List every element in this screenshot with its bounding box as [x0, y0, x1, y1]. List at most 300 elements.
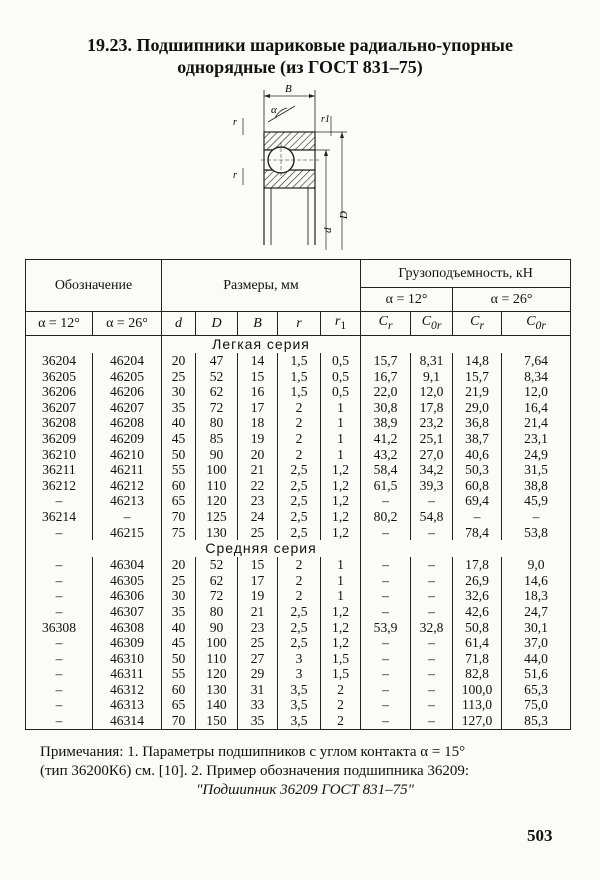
table-cell: 78,4 [453, 525, 502, 541]
table-cell: 25 [162, 369, 196, 385]
table-cell: – [26, 493, 93, 509]
table-row [26, 666, 571, 682]
table-cell: 54,8 [411, 509, 453, 525]
table-cell: 46314 [93, 713, 162, 729]
table-cell: 1 [321, 400, 361, 416]
table-cell: 80,2 [361, 509, 411, 525]
table-cell: 2 [278, 431, 321, 447]
table-cell: 36208 [26, 415, 93, 431]
table-row [26, 478, 571, 494]
table-cell: – [26, 651, 93, 667]
table-cell: 39,3 [411, 478, 453, 494]
table-cell: 9,0 [502, 557, 571, 573]
table-cell: 2 [278, 447, 321, 463]
label-D: D [338, 211, 350, 219]
table-cell: – [411, 604, 453, 620]
table-cell: 36209 [26, 431, 93, 447]
table-cell: 19 [238, 588, 278, 604]
table-cell: – [411, 697, 453, 713]
table-row [26, 588, 571, 604]
table-cell: 50 [162, 651, 196, 667]
table-cell: 36,8 [453, 415, 502, 431]
label-r-top: r [233, 117, 237, 128]
table-cell: 65 [162, 493, 196, 509]
table-cell: 50,8 [453, 620, 502, 636]
table-cell: 16 [238, 384, 278, 400]
table-cell: 26,9 [453, 573, 502, 589]
table-cell: 21,4 [502, 415, 571, 431]
table-row [26, 682, 571, 698]
table-cell: 61,4 [453, 635, 502, 651]
table-cell: 60 [162, 682, 196, 698]
table-cell: 1,2 [321, 493, 361, 509]
table-cell: – [411, 573, 453, 589]
header-dimensions: Размеры, мм [162, 260, 361, 312]
table-cell: 25 [238, 525, 278, 541]
header-D: D [196, 312, 238, 336]
table-cell: 15,7 [361, 353, 411, 369]
table-cell: 2,5 [278, 478, 321, 494]
table-cell: 58,4 [361, 462, 411, 478]
table-row [26, 493, 571, 509]
table-cell: – [361, 682, 411, 698]
table-cell: 110 [196, 651, 238, 667]
table-row [26, 525, 571, 541]
table-cell: 46209 [93, 431, 162, 447]
table-cell: 29,0 [453, 400, 502, 416]
table-cell: 2 [321, 713, 361, 729]
table-cell: 55 [162, 666, 196, 682]
table-cell: – [361, 666, 411, 682]
table-cell: 1,5 [278, 353, 321, 369]
table-row [26, 384, 571, 400]
table-cell: 1 [321, 588, 361, 604]
table-cell: 36207 [26, 400, 93, 416]
table-cell: – [361, 651, 411, 667]
header-Cr-12: $C_r$ [361, 312, 411, 336]
table-cell: 1,2 [321, 620, 361, 636]
table-row [26, 509, 571, 525]
table-cell: 30 [162, 384, 196, 400]
table-cell: 20 [162, 353, 196, 369]
table-cell: 71,8 [453, 651, 502, 667]
table-cell: – [26, 588, 93, 604]
table-cell: 90 [196, 447, 238, 463]
table-row [26, 557, 571, 573]
header-a26: α = 26° [93, 312, 162, 336]
table-cell: 12,0 [411, 384, 453, 400]
table-cell: 14,6 [502, 573, 571, 589]
table-cell: 100 [196, 635, 238, 651]
header-C0r-26: $C_{0r}$ [502, 312, 571, 336]
table-cell: 46215 [93, 525, 162, 541]
table-cell: – [411, 651, 453, 667]
table-cell: 110 [196, 478, 238, 494]
label-r1: r1 [321, 114, 330, 125]
series-medium-label: Средняя серия [162, 540, 361, 557]
section-title: 19.23. Подшипники шариковые радиально-упорные [87, 35, 513, 55]
table-cell: 8,34 [502, 369, 571, 385]
table-cell: – [93, 509, 162, 525]
table-row [26, 431, 571, 447]
table-cell: 46308 [93, 620, 162, 636]
table-cell: – [411, 713, 453, 729]
table-cell: 2,5 [278, 509, 321, 525]
table-row [26, 447, 571, 463]
table-cell: 150 [196, 713, 238, 729]
table-cell: 50 [162, 447, 196, 463]
table-cell: 46212 [93, 478, 162, 494]
table-cell: 40 [162, 620, 196, 636]
table-cell: 18,3 [502, 588, 571, 604]
table-cell: 2,5 [278, 604, 321, 620]
table-cell: 1 [321, 573, 361, 589]
table-cell: 0,5 [321, 384, 361, 400]
table-cell: – [361, 697, 411, 713]
table-cell: 130 [196, 525, 238, 541]
table-cell: – [411, 493, 453, 509]
table-cell: 46208 [93, 415, 162, 431]
table-cell: 46306 [93, 588, 162, 604]
table-cell: 23,1 [502, 431, 571, 447]
table-cell: 1,5 [321, 666, 361, 682]
notes-line1: Примечания: 1. Параметры подшипников с углом контакта α = 15° [40, 744, 466, 760]
table-cell: 2,5 [278, 493, 321, 509]
table-cell: 60,8 [453, 478, 502, 494]
table-cell: 127,0 [453, 713, 502, 729]
series-row [26, 540, 571, 557]
table-cell: 72 [196, 400, 238, 416]
table-cell: 2 [278, 415, 321, 431]
table-cell: 15 [238, 557, 278, 573]
table-cell: 27 [238, 651, 278, 667]
table-row [26, 573, 571, 589]
section-title-continued: однорядные (из ГОСТ 831–75) [177, 57, 423, 77]
table-cell: – [411, 557, 453, 573]
table-cell: 3,5 [278, 713, 321, 729]
table-cell: 1 [321, 447, 361, 463]
table-cell: 61,5 [361, 478, 411, 494]
table-cell: 130 [196, 682, 238, 698]
table-cell: 1,2 [321, 462, 361, 478]
table-cell: 3,5 [278, 682, 321, 698]
table-cell: 90 [196, 620, 238, 636]
page-number: 503 [527, 826, 553, 845]
table-cell: 85 [196, 431, 238, 447]
table-cell: 21,9 [453, 384, 502, 400]
table-cell: 2,5 [278, 462, 321, 478]
table-cell: – [453, 509, 502, 525]
table-cell: 2 [321, 682, 361, 698]
table-cell: 35 [162, 604, 196, 620]
table-cell: 40 [162, 415, 196, 431]
table-cell: 19 [238, 431, 278, 447]
notes-example: "Подшипник 36209 ГОСТ 831–75" [196, 782, 414, 798]
table-cell: – [26, 713, 93, 729]
table-cell: 16,7 [361, 369, 411, 385]
table-cell: 15,7 [453, 369, 502, 385]
table-cell: – [361, 557, 411, 573]
table-cell: 30,8 [361, 400, 411, 416]
table-cell: – [411, 635, 453, 651]
table-cell: 2,5 [278, 635, 321, 651]
table-cell: 14,8 [453, 353, 502, 369]
series-row [26, 336, 571, 354]
table-cell: 53,8 [502, 525, 571, 541]
table-cell: 2 [278, 400, 321, 416]
table-cell: 40,6 [453, 447, 502, 463]
table-cell: 38,9 [361, 415, 411, 431]
table-cell: 31 [238, 682, 278, 698]
header-designation: Обозначение [26, 260, 162, 312]
table-cell: 65,3 [502, 682, 571, 698]
table-cell: 1,5 [321, 651, 361, 667]
table-cell: – [26, 682, 93, 698]
header-C0r-12: $C_{0r}$ [411, 312, 453, 336]
table-cell: 14 [238, 353, 278, 369]
table-cell: 80 [196, 604, 238, 620]
table-cell: 46309 [93, 635, 162, 651]
label-r-bottom: r [233, 170, 237, 181]
table-cell: 62 [196, 384, 238, 400]
table-cell: 2,5 [278, 525, 321, 541]
table-row [26, 462, 571, 478]
table-cell: 46213 [93, 493, 162, 509]
table-cell: 53,9 [361, 620, 411, 636]
table-cell: 50,3 [453, 462, 502, 478]
table-cell: 36205 [26, 369, 93, 385]
table-cell: 18 [238, 415, 278, 431]
table-cell: 24 [238, 509, 278, 525]
table-cell: 52 [196, 369, 238, 385]
table-cell: – [26, 635, 93, 651]
table-cell: 100 [196, 462, 238, 478]
table-cell: – [26, 604, 93, 620]
table-cell: 1 [321, 557, 361, 573]
table-cell: 2 [278, 557, 321, 573]
table-row [26, 369, 571, 385]
notes-line2: (тип 36200К6) см. [10]. 2. Пример обозначения подшипника 36209: [40, 763, 470, 779]
table-cell: – [502, 509, 571, 525]
table-cell: 45,9 [502, 493, 571, 509]
table-cell: 25,1 [411, 431, 453, 447]
table-cell: 1,2 [321, 635, 361, 651]
table-cell: 46211 [93, 462, 162, 478]
table-cell: 60 [162, 478, 196, 494]
table-cell: 120 [196, 666, 238, 682]
table-cell: 70 [162, 509, 196, 525]
table-cell: 36308 [26, 620, 93, 636]
table-cell: 65 [162, 697, 196, 713]
table-cell: 46207 [93, 400, 162, 416]
table-cell: 17 [238, 400, 278, 416]
table-cell: 21 [238, 462, 278, 478]
table-cell: 2 [278, 573, 321, 589]
table-cell: 46304 [93, 557, 162, 573]
table-cell: 38,7 [453, 431, 502, 447]
table-cell: 35 [238, 713, 278, 729]
label-d: d [322, 227, 334, 233]
table-cell: 46206 [93, 384, 162, 400]
table-cell: 33 [238, 697, 278, 713]
table-cell: 113,0 [453, 697, 502, 713]
header-capacity-a26: α = 26° [453, 288, 571, 312]
table-cell: 1,2 [321, 509, 361, 525]
header-Cr-26: $C_r$ [453, 312, 502, 336]
table-cell: – [26, 666, 93, 682]
table-cell: 46313 [93, 697, 162, 713]
table-cell: 36210 [26, 447, 93, 463]
table-cell: 3 [278, 651, 321, 667]
table-cell: 36212 [26, 478, 93, 494]
bearing-drawing [223, 80, 373, 258]
table-cell: 51,6 [502, 666, 571, 682]
label-B: B [285, 83, 292, 95]
table-cell: 30,1 [502, 620, 571, 636]
table-cell: 24,7 [502, 604, 571, 620]
table-cell: 52 [196, 557, 238, 573]
table-cell: – [411, 682, 453, 698]
table-cell: 20 [238, 447, 278, 463]
header-capacity: Грузоподъемность, кН [361, 260, 571, 288]
table-cell: – [361, 493, 411, 509]
bearing-table [25, 259, 571, 730]
table-cell: 1,5 [278, 369, 321, 385]
table-cell: – [361, 525, 411, 541]
table-cell: 12,0 [502, 384, 571, 400]
table-cell: 2 [321, 697, 361, 713]
table-cell: 69,4 [453, 493, 502, 509]
table-cell: – [26, 573, 93, 589]
table-cell: 15 [238, 369, 278, 385]
table-row [26, 713, 571, 729]
table-row [26, 353, 571, 369]
table-cell: – [26, 557, 93, 573]
table-cell: 3,5 [278, 697, 321, 713]
table-cell: 22 [238, 478, 278, 494]
table-cell: 34,2 [411, 462, 453, 478]
table-cell: – [361, 573, 411, 589]
table-cell: 25 [162, 573, 196, 589]
header-r1: $r_1$ [321, 312, 361, 336]
table-cell: 36214 [26, 509, 93, 525]
header-d: d [162, 312, 196, 336]
table-cell: 35 [162, 400, 196, 416]
table-cell: – [361, 713, 411, 729]
table-cell: – [411, 588, 453, 604]
table-cell: 1,2 [321, 478, 361, 494]
table-cell: – [361, 588, 411, 604]
table-row [26, 697, 571, 713]
table-cell: 140 [196, 697, 238, 713]
header-B: B [238, 312, 278, 336]
table-cell: 46305 [93, 573, 162, 589]
table-cell: 125 [196, 509, 238, 525]
table-cell: 1,5 [278, 384, 321, 400]
table-cell: 24,9 [502, 447, 571, 463]
table-cell: 46311 [93, 666, 162, 682]
table-cell: – [411, 666, 453, 682]
table-row [26, 635, 571, 651]
table-cell: 7,64 [502, 353, 571, 369]
table-cell: 75 [162, 525, 196, 541]
table-cell: 36204 [26, 353, 93, 369]
table-cell: 82,8 [453, 666, 502, 682]
table-cell: 45 [162, 431, 196, 447]
table-cell: 120 [196, 493, 238, 509]
table-cell: 46307 [93, 604, 162, 620]
table-cell: – [411, 525, 453, 541]
table-cell: – [26, 697, 93, 713]
table-cell: 27,0 [411, 447, 453, 463]
table-cell: 8,31 [411, 353, 453, 369]
table-cell: 21 [238, 604, 278, 620]
table-cell: 70 [162, 713, 196, 729]
table-cell: 17,8 [411, 400, 453, 416]
table-cell: 23,2 [411, 415, 453, 431]
table-cell: 46210 [93, 447, 162, 463]
table-cell: 85,3 [502, 713, 571, 729]
table-cell: 80 [196, 415, 238, 431]
table-cell: 9,1 [411, 369, 453, 385]
table-cell: 23 [238, 493, 278, 509]
table-cell: 2,5 [278, 620, 321, 636]
table-cell: 38,8 [502, 478, 571, 494]
table-cell: 72 [196, 588, 238, 604]
table-cell: 1 [321, 431, 361, 447]
table-cell: – [361, 635, 411, 651]
table-cell: 46204 [93, 353, 162, 369]
table-cell: – [361, 604, 411, 620]
table-cell: 16,4 [502, 400, 571, 416]
label-alpha: α [271, 104, 277, 116]
table-row [26, 604, 571, 620]
table-cell: 23 [238, 620, 278, 636]
table-cell: 20 [162, 557, 196, 573]
table-cell: 17,8 [453, 557, 502, 573]
table-cell: 44,0 [502, 651, 571, 667]
table-cell: 36211 [26, 462, 93, 478]
table-cell: 46205 [93, 369, 162, 385]
table-cell: – [26, 525, 93, 541]
table-cell: 1,2 [321, 604, 361, 620]
table-row [26, 415, 571, 431]
table-cell: 32,8 [411, 620, 453, 636]
notes [40, 743, 570, 800]
table-cell: 43,2 [361, 447, 411, 463]
table-cell: 46312 [93, 682, 162, 698]
series-light-label: Легкая серия [162, 336, 361, 354]
table-cell: 2 [278, 588, 321, 604]
table-cell: 32,6 [453, 588, 502, 604]
header-capacity-a12: α = 12° [361, 288, 453, 312]
table-cell: 30 [162, 588, 196, 604]
table-cell: 47 [196, 353, 238, 369]
table-cell: 37,0 [502, 635, 571, 651]
table-cell: 0,5 [321, 369, 361, 385]
header-a12: α = 12° [26, 312, 93, 336]
table-row [26, 400, 571, 416]
table-cell: 41,2 [361, 431, 411, 447]
table-cell: 62 [196, 573, 238, 589]
table-cell: 3 [278, 666, 321, 682]
table-cell: 1,2 [321, 525, 361, 541]
table-cell: 31,5 [502, 462, 571, 478]
table-cell: 75,0 [502, 697, 571, 713]
table-cell: 1 [321, 415, 361, 431]
table-row [26, 651, 571, 667]
table-cell: 36206 [26, 384, 93, 400]
